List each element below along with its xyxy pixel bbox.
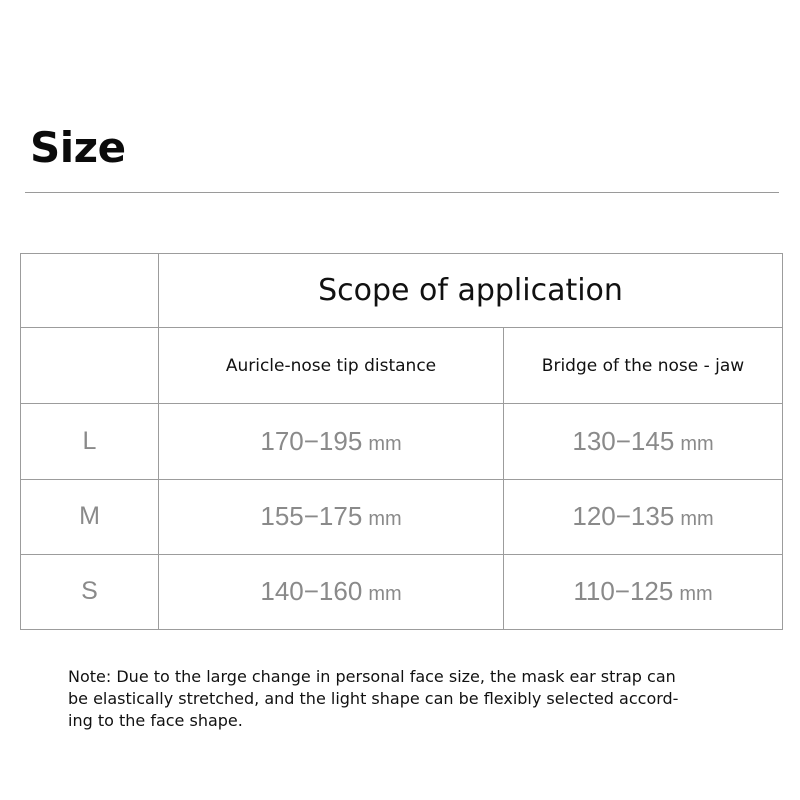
note-line: ing to the face shape. (68, 711, 243, 730)
auricle-nose-cell (159, 479, 504, 554)
scope-header: Scope of application (159, 254, 783, 328)
auricle-nose-cell (159, 554, 504, 629)
size-note (68, 666, 758, 732)
unit-label: mm (368, 583, 402, 606)
bridge-jaw-cell (504, 479, 783, 554)
column-header-auricle-nose: Auricle-nose tip distance (159, 328, 504, 404)
range-value: 170−195 (260, 425, 363, 456)
unit-label: mm (368, 508, 402, 531)
range-value: 130−145 (572, 425, 675, 456)
unit-label: mm (679, 583, 713, 606)
corner-cell (21, 254, 159, 328)
size-label: S (21, 554, 159, 629)
bridge-jaw-cell (504, 554, 783, 629)
title-divider (25, 192, 779, 193)
table-row (21, 404, 783, 479)
size-table (20, 253, 783, 630)
note-line: be elastically stretched, and the light shape can be flexibly selected accord- (68, 689, 679, 708)
unit-label: mm (368, 432, 402, 455)
range-value: 110−125 (573, 576, 674, 607)
bridge-jaw-cell (504, 404, 783, 479)
table-row (21, 554, 783, 629)
range-value: 120−135 (572, 501, 675, 532)
page-title: Size (30, 123, 126, 172)
table-subheader-row (21, 328, 783, 404)
column-header-bridge-jaw: Bridge of the nose - jaw (504, 328, 783, 404)
size-label: M (21, 479, 159, 554)
table-header-row (21, 254, 783, 328)
note-line: Note: Due to the large change in personal face size, the mask ear strap can (68, 667, 676, 686)
unit-label: mm (680, 508, 714, 531)
corner-cell-sub (21, 328, 159, 404)
range-value: 155−175 (260, 501, 363, 532)
size-label: L (21, 404, 159, 479)
table-row (21, 479, 783, 554)
auricle-nose-cell (159, 404, 504, 479)
unit-label: mm (680, 432, 714, 455)
range-value: 140−160 (260, 576, 363, 607)
